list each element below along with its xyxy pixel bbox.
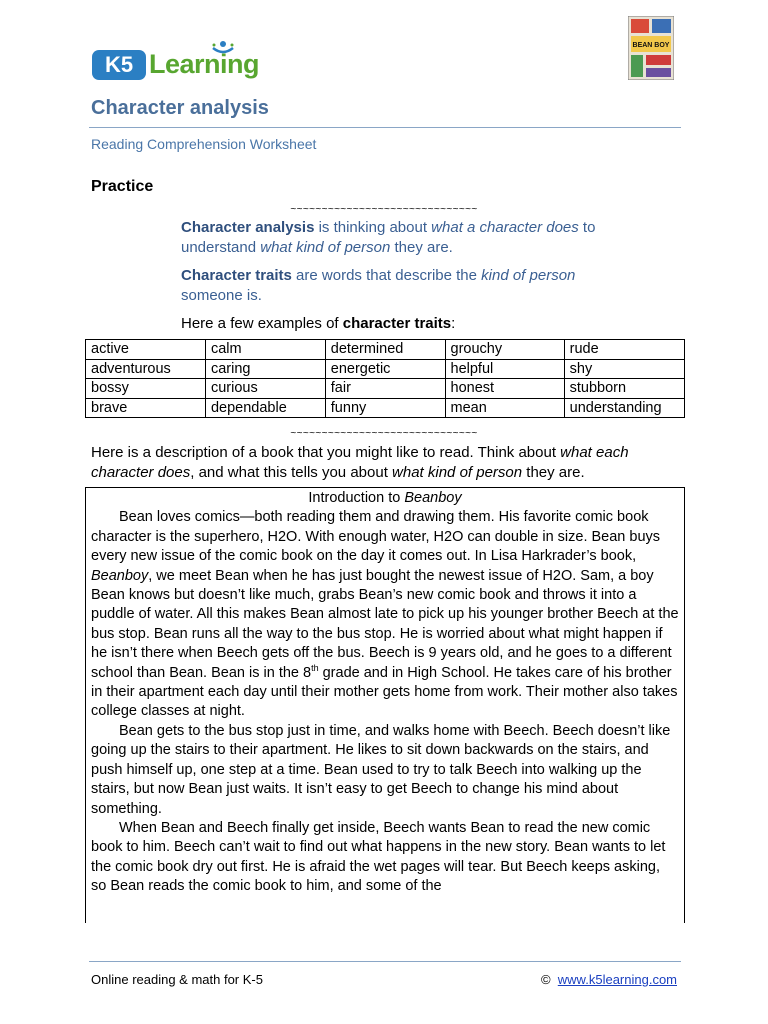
separator-top: ~~~~~~~~~~~~~~~~~~~~~~~~~~~~~~ (290, 204, 478, 215)
logo-badge: K5 (92, 50, 146, 80)
footer-link-area (541, 972, 677, 987)
table-row (86, 340, 685, 360)
footer-divider (89, 961, 681, 962)
story-paragraph-2: Bean gets to the bus stop just in time, and walks home with Beech. Beech doesn’t like going up the stairs to their apartment. He likes to sit down backwards on the stairs, and push himself up, one step at a time. Bean used to try to talk Beech into walking up the stairs, but now Bean just waits. It isn’t easy to get Beech to change his mind about something. (91, 722, 671, 817)
table-cell: mean (445, 398, 564, 418)
separator-bottom: ~~~~~~~~~~~~~~~~~~~~~~~~~~~~~~ (290, 428, 478, 439)
table-cell: energetic (325, 359, 445, 379)
table-cell: caring (205, 359, 325, 379)
footer-tagline: Online reading & math for K-5 (91, 972, 263, 987)
instructions: Here is a description of a book that you might like to read. Think about what each character does, and what this tells you about what kind of person they are. (91, 444, 629, 481)
table-cell: calm (205, 340, 325, 360)
logo-figure-icon (210, 40, 236, 58)
table-cell: grouchy (445, 340, 564, 360)
table-cell: brave (86, 398, 206, 418)
table-cell: honest (445, 379, 564, 399)
definition-character-analysis: Character analysis is thinking about what a character does to understand what kind of person they are. (181, 219, 596, 256)
table-cell: stubborn (564, 379, 684, 399)
table-row (86, 379, 685, 399)
story-paragraph-1: Bean loves comics—both reading them and drawing them. His favorite comic book character is the superhero, H2O. With enough water, H2O can double in size. Bean buys every new issue of the comic book on the day it comes out. In Lisa Harkrader’s book, Beanboy, we meet Bean when he has just bought the newest issue of H2O. Sam, a boy Bean knows but doesn’t like much, grabs Bean’s new comic book and throws it into a puddle of water. All this makes Bean almost late to pick up his younger brother Beech at the bus stop. Bean runs all the way to the bus stop. He is worried about what might happen if he isn’t there when Beech gets off the bus. Beech is 9 years old, and he goes to a different school than Bean. Bean is in the 8th grade and in High School. He takes care of his brother in their apartment each day until their mother gets home from work. Their mother also takes college classes at night. (91, 509, 679, 720)
character-traits-table (85, 339, 685, 418)
practice-heading: Practice (91, 178, 154, 195)
page-title: Character analysis (91, 97, 269, 119)
logo-word: Learning (149, 49, 260, 79)
story-paragraph-3: When Bean and Beech finally get inside, Beech wants Bean to read the new comic book to him. Beech can’t wait to find out what happens in the new story. Bean wants to let the comic book dry out first. He is afraid the wet pages will tear. But Beech keeps asking, so Bean reads the comic book to him, and some of the (91, 819, 666, 895)
table-row (86, 398, 685, 418)
term-character-analysis: Character analysis (181, 219, 315, 236)
table-cell: rude (564, 340, 684, 360)
page-subtitle: Reading Comprehension Worksheet (91, 136, 317, 152)
table-cell: curious (205, 379, 325, 399)
k5-learning-logo (92, 40, 260, 82)
story-heading: Introduction to Beanboy (308, 490, 462, 506)
table-cell: funny (325, 398, 445, 418)
table-row (86, 359, 685, 379)
website-link[interactable]: www.k5learning.com (557, 972, 677, 987)
table-cell: helpful (445, 359, 564, 379)
book-cover-title: BEAN BOY (632, 42, 670, 49)
examples-intro: Here a few examples of character traits: (181, 315, 456, 332)
table-cell: understanding (564, 398, 684, 418)
title-divider (89, 127, 681, 128)
story-passage (85, 487, 685, 923)
definition-character-traits: Character traits are words that describe the kind of person someone is. (181, 267, 576, 304)
table-cell: fair (325, 379, 445, 399)
table-cell: shy (564, 359, 684, 379)
table-cell: determined (325, 340, 445, 360)
copyright-symbol: © (540, 972, 551, 987)
book-cover-image (628, 16, 674, 80)
table-cell: dependable (205, 398, 325, 418)
table-cell: bossy (86, 379, 206, 399)
table-cell: adventurous (86, 359, 206, 379)
term-character-traits: Character traits (181, 267, 292, 284)
table-cell: active (86, 340, 206, 360)
